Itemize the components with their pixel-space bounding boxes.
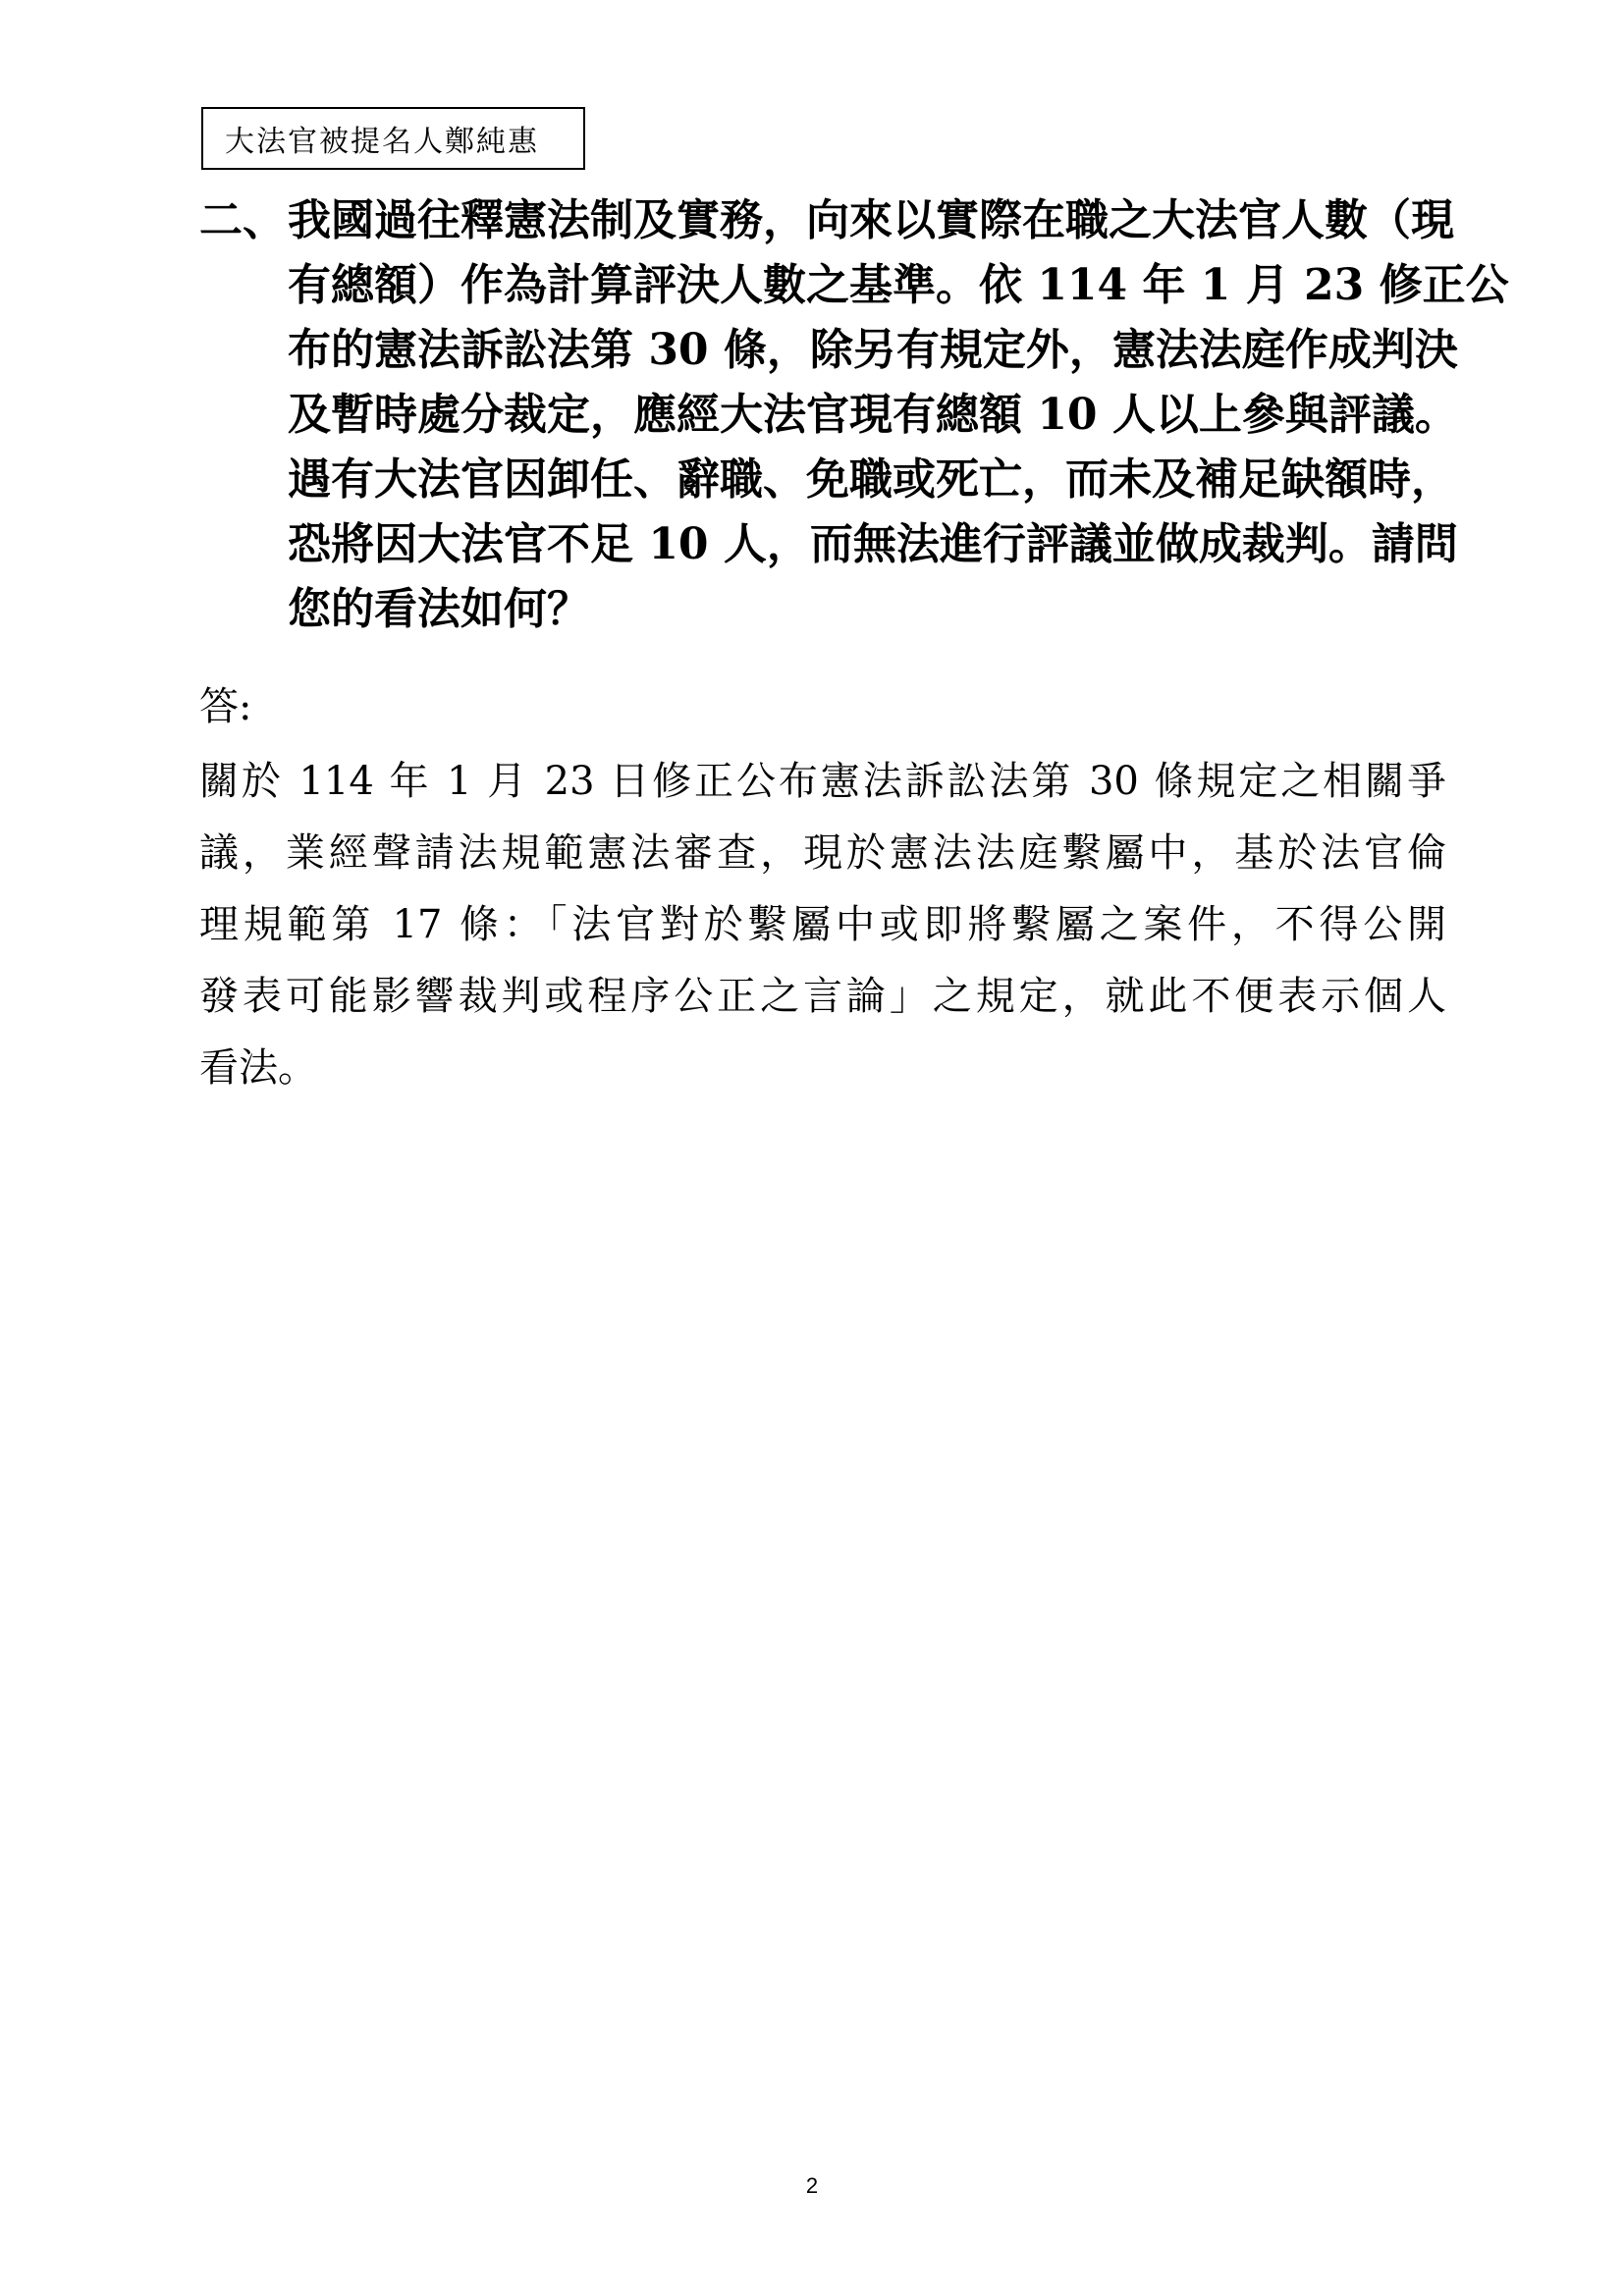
question-line-text: 有總額）作為計算評決人數之基準。依 114 年 1 月 23 修正公	[288, 260, 1509, 310]
question-line	[199, 577, 1441, 642]
page-number: 2	[805, 2173, 819, 2198]
question-block	[199, 188, 1509, 642]
question-line	[199, 253, 1509, 318]
nominee-header-box	[201, 107, 585, 170]
question-line	[199, 448, 1454, 512]
question-line-text: 您的看法如何？	[288, 584, 590, 634]
answer-label: 答:	[199, 684, 252, 729]
question-line	[199, 188, 1454, 253]
question-line-text: 遇有大法官因卸任、辭職、免職或死亡，而未及補足缺額時，	[288, 454, 1454, 505]
question-line-text: 我國過往釋憲法制及實務，向來以實際在職之大法官人數（現	[288, 195, 1454, 245]
question-line	[199, 512, 1458, 577]
question-line	[199, 383, 1458, 448]
question-line	[199, 318, 1458, 383]
question-line-text: 恐將因大法官不足 10 人，而無法進行評議並做成裁判。請問	[288, 519, 1458, 569]
answer-line: 看法。	[199, 1045, 317, 1091]
question-line-text: 及暫時處分裁定，應經大法官現有總額 10 人以上參與評議。	[288, 390, 1458, 440]
answer-line: 發表可能影響裁判或程序公正之言論」之規定，就此不便表示個人	[199, 974, 1446, 1019]
answer-line: 議，業經聲請法規範憲法審查，現於憲法法庭繫屬中，基於法官倫	[199, 830, 1446, 876]
question-line-text: 布的憲法訴訟法第 30 條，除另有規定外，憲法法庭作成判決	[288, 325, 1458, 375]
answer-block	[199, 746, 1446, 1104]
answer-line: 關於 114 年 1 月 23 日修正公布憲法訴訟法第 30 條規定之相關爭	[199, 759, 1446, 804]
nominee-header-label: 大法官被提名人鄭純惠	[225, 125, 539, 159]
question-number: 二、	[199, 195, 286, 245]
answer-line: 理規範第 17 條：「法官對於繫屬中或即將繫屬之案件，不得公開	[199, 902, 1446, 947]
